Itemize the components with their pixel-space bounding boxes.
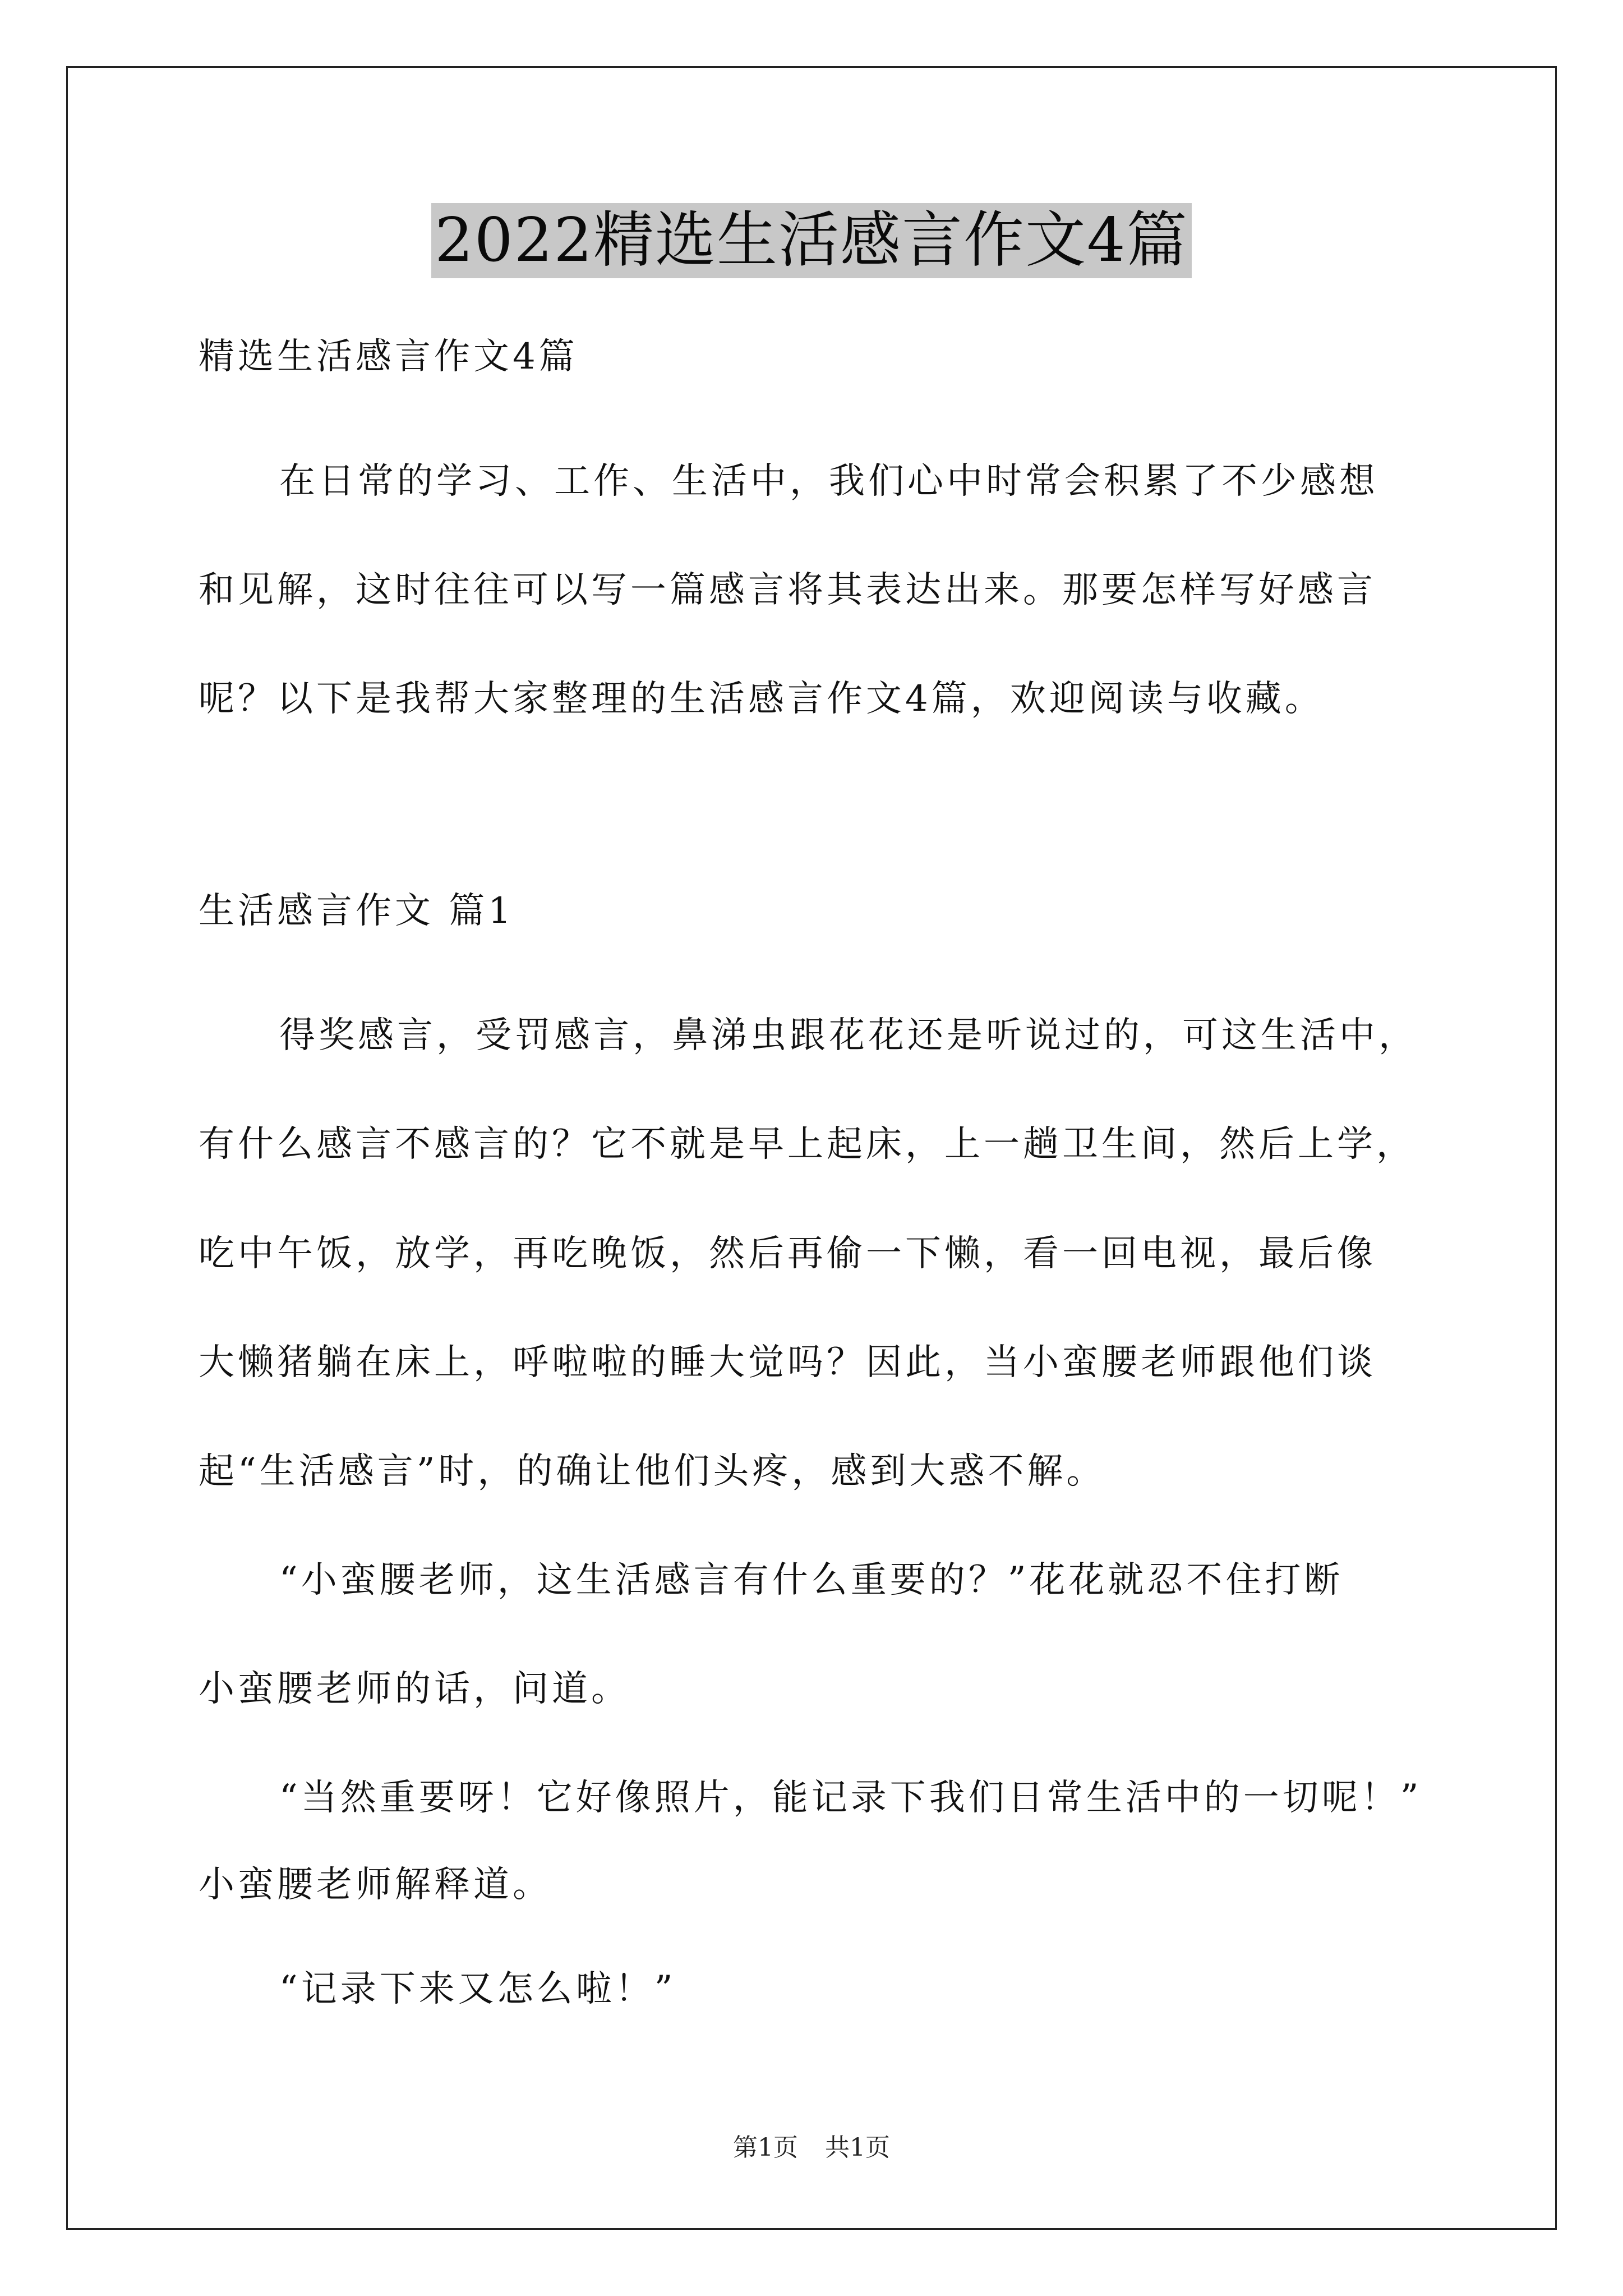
intro-line-3: 呢？以下是我帮大家整理的生活感言作文4篇，欢迎阅读与收藏。: [199, 678, 1324, 720]
intro-line-1: 在日常的学习、工作、生活中，我们心中时常会积累了不少感想: [279, 461, 1378, 502]
body-line-4: 大懒猪躺在床上，呼啦啦的睡大觉吗？因此，当小蛮腰老师跟他们谈: [199, 1342, 1376, 1383]
intro-line-2: 和见解，这时往往可以写一篇感言将其表达出来。那要怎样写好感言: [199, 569, 1376, 611]
title-container: [0, 203, 1623, 278]
body-line-5: 起“生活感言”时，的确让他们头疼，感到大惑不解。: [199, 1451, 1106, 1492]
body-line-7: 小蛮腰老师的话，问道。: [199, 1668, 630, 1710]
section-heading: 生活感言作文 篇1: [199, 890, 515, 932]
document-subtitle: 精选生活感言作文4篇: [199, 336, 578, 378]
page-current: 第1页: [733, 2133, 798, 2162]
body-line-3: 吃中午饭，放学，再吃晚饭，然后再偷一下懒，看一回电视，最后像: [199, 1233, 1376, 1274]
body-line-2: 有什么感言不感言的？它不就是早上起床，上一趟卫生间，然后上学，: [199, 1124, 1415, 1165]
page-footer: [0, 2133, 1623, 2163]
body-line-1: 得奖感言，受罚感言，鼻涕虫跟花花还是听说过的，可这生活中，: [279, 1015, 1418, 1056]
document-title: 2022精选生活感言作文4篇: [431, 203, 1192, 278]
page-total: 共1页: [825, 2133, 890, 2162]
body-line-10: “记录下来又怎么啦！”: [279, 1968, 676, 2010]
body-line-9: 小蛮腰老师解释道。: [199, 1864, 552, 1906]
body-line-6: “小蛮腰老师，这生活感言有什么重要的？”花花就忍不住打断: [279, 1559, 1344, 1601]
body-line-8: “当然重要呀！它好像照片，能记录下我们日常生活中的一切呢！”: [279, 1777, 1422, 1819]
